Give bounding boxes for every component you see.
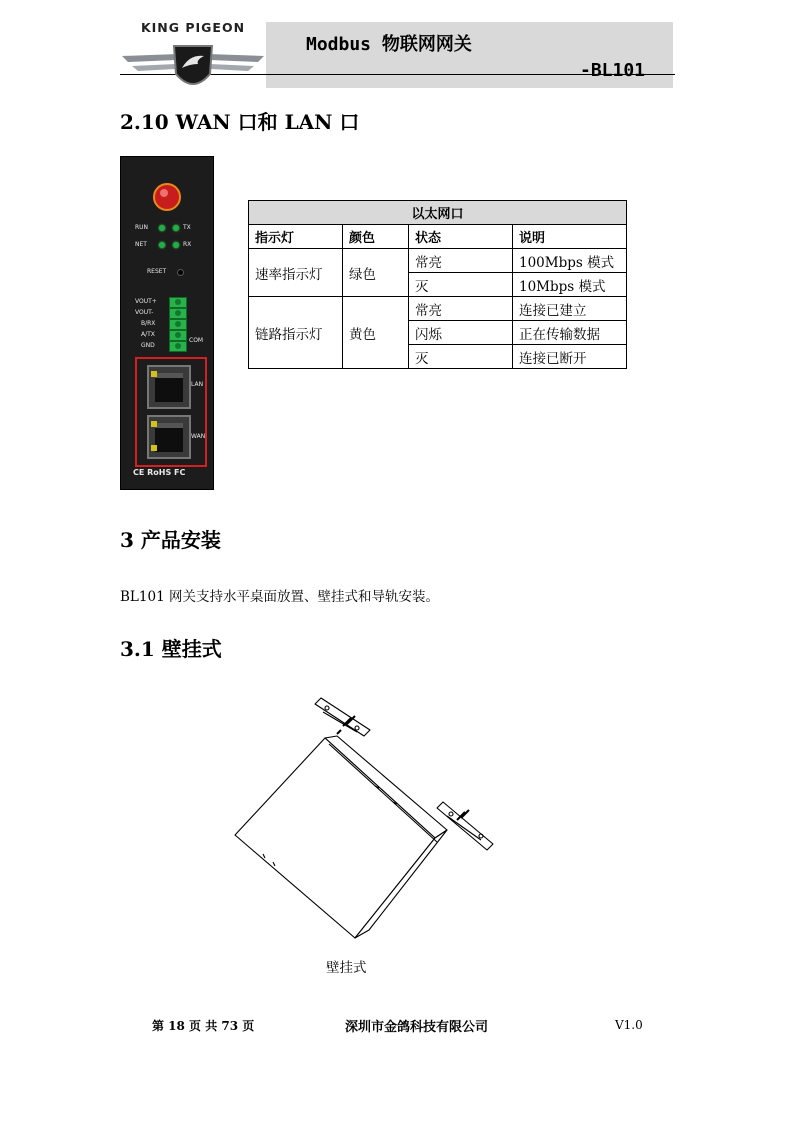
state-cell: 灭 (409, 273, 513, 297)
table-caption-row (249, 201, 627, 225)
gnd-label: GND (141, 342, 155, 349)
indicator-cell: 速率指示灯 (249, 249, 343, 297)
rx-label: RX (183, 241, 192, 248)
desc-cell: 10Mbps 模式 (513, 273, 627, 297)
column-header: 指示灯 (249, 225, 343, 249)
column-header: 颜色 (343, 225, 409, 249)
table-caption: 以太网口 (249, 201, 627, 225)
lan-label: LAN (191, 381, 204, 388)
section-heading-3-1: 3.1 壁挂式 (120, 637, 222, 661)
wall-mount-illustration (225, 690, 505, 945)
port-highlight-frame (135, 357, 207, 467)
section-heading-3: 3 产品安装 (120, 528, 221, 552)
run-label: RUN (135, 224, 149, 231)
state-cell: 常亮 (409, 249, 513, 273)
column-header: 状态 (409, 225, 513, 249)
terminal-pin (169, 341, 187, 352)
ethernet-indicator-table (248, 200, 627, 369)
terminal-pin (169, 308, 187, 319)
desc-cell: 连接已断开 (513, 345, 627, 369)
desc-cell: 连接已建立 (513, 297, 627, 321)
certification-marks: CE RoHS FC (133, 468, 186, 477)
color-cell: 黄色 (343, 297, 409, 369)
footer-version: V1.0 (615, 1018, 643, 1032)
terminal-pin (169, 297, 187, 308)
pigeon-shield-icon (118, 34, 268, 96)
logo-text: KING PIGEON (140, 20, 246, 35)
vout-minus-label: VOUT- (135, 309, 154, 316)
rx-led (173, 242, 179, 248)
section-body-text: BL101 网关支持水平桌面放置、壁挂式和导轨安装。 (120, 589, 439, 605)
header-title: Modbus 物联网网关 (306, 34, 472, 55)
desc-cell: 100Mbps 模式 (513, 249, 627, 273)
reset-label: RESET (147, 268, 167, 275)
tx-label: TX (183, 224, 191, 231)
device-front-panel (120, 156, 214, 490)
column-header: 说明 (513, 225, 627, 249)
atx-label: A/TX (141, 331, 155, 338)
state-cell: 闪烁 (409, 321, 513, 345)
desc-cell: 正在传输数据 (513, 321, 627, 345)
table-header-row (249, 225, 627, 249)
net-led (159, 242, 165, 248)
com-label: COM (189, 337, 204, 344)
color-cell: 绿色 (343, 249, 409, 297)
port-led (151, 371, 157, 377)
figure-caption: 壁挂式 (326, 960, 367, 976)
table-row (249, 249, 627, 273)
footer-page-number: 第 18 页 共 73 页 (152, 1019, 255, 1033)
wan-label: WAN (191, 433, 206, 440)
run-led (159, 225, 165, 231)
wan-port (147, 415, 191, 459)
header-model: -BL101 (580, 60, 646, 81)
net-label: NET (135, 241, 147, 248)
port-led (151, 421, 157, 427)
table-row (249, 297, 627, 321)
port-led (151, 445, 157, 451)
reset-button (177, 269, 184, 276)
footer-company-name: 深圳市金鸽科技有限公司 (345, 1020, 489, 1035)
indicator-cell: 链路指示灯 (249, 297, 343, 369)
state-cell: 常亮 (409, 297, 513, 321)
tx-led (173, 225, 179, 231)
brx-label: B/RX (141, 320, 156, 327)
vout-plus-label: VOUT+ (135, 298, 157, 305)
lan-port (147, 365, 191, 409)
section-heading-2-10: 2.10 WAN 口和 LAN 口 (120, 110, 360, 134)
antenna-connector-icon (151, 181, 183, 213)
state-cell: 灭 (409, 345, 513, 369)
terminal-pin (169, 319, 187, 330)
terminal-pin (169, 330, 187, 341)
company-logo (118, 20, 268, 96)
